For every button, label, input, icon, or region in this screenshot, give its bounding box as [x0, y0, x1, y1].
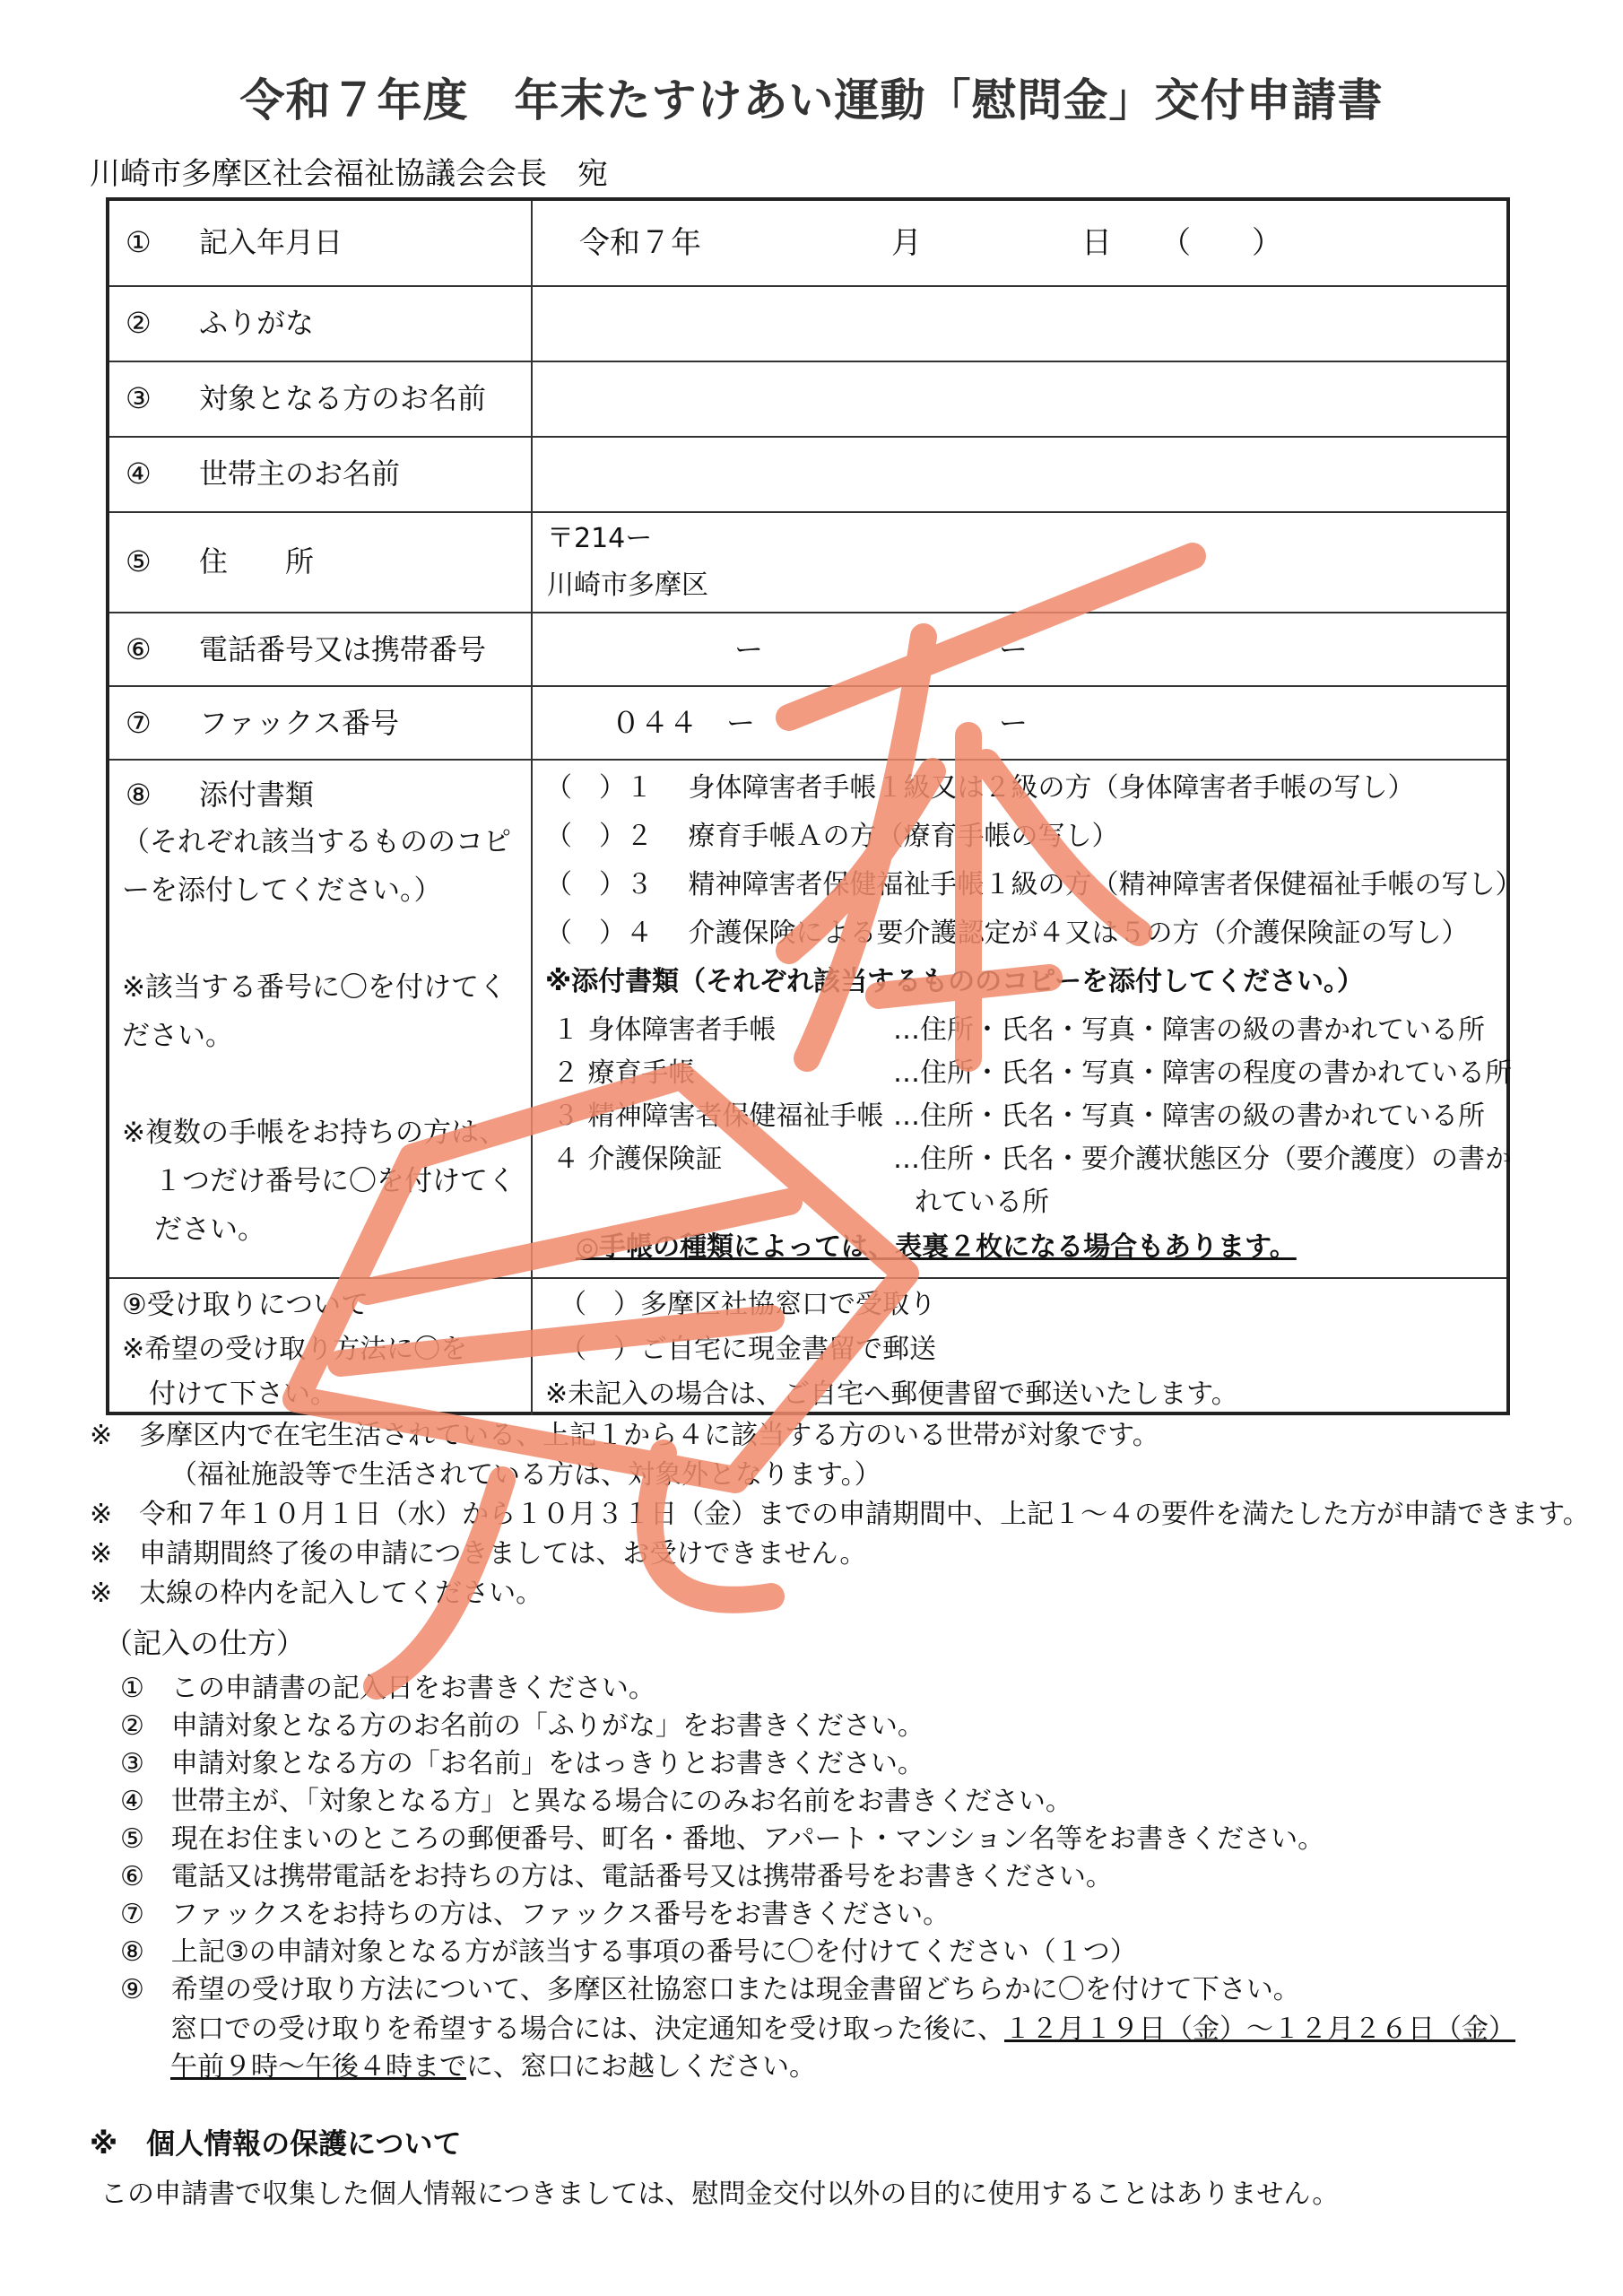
two-sided-notice: ◎手帳の種類によっては、表裏２枚になる場合もあります。 [576, 1231, 1297, 1263]
row-address-label-cell [109, 513, 533, 612]
phone-input-cell[interactable] [533, 613, 1506, 685]
howto-item: ④ 世帯主が、「対象となる方」と異なる場合にのみお名前をお書きください。 [120, 1786, 1072, 1817]
howto-item: ① この申請書の記入日をお書きください。 [120, 1673, 655, 1704]
row-phone [109, 613, 1506, 687]
receipt-option-mail[interactable]: （ ）ご自宅に現金書留で郵送 [560, 1334, 936, 1365]
fax-dash-2: ー [999, 706, 1028, 740]
circle-number-note-1: ※該当する番号に〇を付けてく [122, 971, 507, 1004]
era-year: 令和７年 [579, 225, 701, 261]
page-title: 令和７年度 年末たすけあい運動「慰問金」交付申請書 [239, 74, 1384, 126]
row-furigana [109, 287, 1506, 362]
row-number: ③ [126, 381, 152, 415]
row-date-label-cell [109, 201, 533, 285]
howto-item: ⑦ ファックスをお持ちの方は、ファックス番号をお書きください。 [120, 1899, 950, 1930]
doc-desc-3: …住所・氏名・写真・障害の級の書かれている所 [893, 1100, 1485, 1132]
privacy-heading: ※ 個人情報の保護について [90, 2126, 462, 2161]
row-label: 添付書類 [199, 778, 315, 812]
row-number: ① [126, 225, 152, 259]
postal-prefix: 〒214ー [547, 523, 653, 554]
howto-item: ③ 申請対象となる方の「お名前」をはっきりとお書きください。 [120, 1748, 924, 1779]
row-householder-label-cell [109, 438, 533, 511]
note-line: ※ 申請期間終了後の申請につきましては、お受けできません。 [90, 1538, 867, 1570]
doc-desc-4-continued: れている所 [915, 1187, 1049, 1218]
row-label: 対象となる方のお名前 [199, 381, 487, 415]
circle-number-note-2: ださい。 [122, 1020, 233, 1052]
row-date [109, 201, 1506, 287]
row-label: 記入年月日 [199, 225, 343, 259]
attachment-option-2[interactable]: （ ）２ 療育手帳Ａの方（療育手帳の写し） [545, 821, 1119, 852]
row-receipt-method [109, 1279, 1506, 1415]
counter-window-hours-text: に、窓口にお越しください。 [466, 2051, 816, 2083]
counter-window-hours [170, 2051, 816, 2083]
row-attachments-label-cell [109, 761, 533, 1277]
multiple-books-note-3: ださい。 [154, 1213, 265, 1246]
phone-dash-2: ー [999, 632, 1028, 666]
row-address [109, 513, 1506, 613]
row-label: 世帯主のお名前 [199, 457, 401, 491]
target-name-input-cell[interactable] [533, 362, 1506, 436]
row-target-name-label-cell [109, 362, 533, 436]
attachments-instruction-2: ーを添付してください。） [122, 874, 442, 907]
address-input-cell[interactable] [533, 513, 1506, 612]
counter-window-note-text: 窓口での受け取りを希望する場合には、決定通知を受け取った後に、 [170, 2013, 1004, 2045]
date-input-cell[interactable] [533, 201, 1506, 285]
row-number: ⑥ [126, 632, 152, 666]
row-householder-name [109, 438, 1506, 513]
row-number: ⑤ [126, 544, 152, 578]
attachments-options-cell [533, 761, 1523, 1277]
counter-window-note [170, 2013, 1515, 2045]
howto-item: ⑨ 希望の受け取り方法について、多摩区社協窓口または現金書留どちらかに〇を付けて下さい。 [120, 1974, 1300, 2005]
receipt-instruction-1: ※希望の受け取り方法に〇を [122, 1334, 468, 1365]
row-label: 電話番号又は携帯番号 [199, 632, 487, 666]
howto-item: ⑤ 現在お住まいのところの郵便番号、町名・番地、アパート・マンション名等をお書きください。 [120, 1823, 1325, 1855]
doc-desc-1: …住所・氏名・写真・障害の級の書かれている所 [893, 1014, 1485, 1046]
doc-desc-2: …住所・氏名・写真・障害の程度の書かれている所 [893, 1057, 1512, 1089]
row-attachments [109, 761, 1523, 1279]
addressee: 川崎市多摩区社会福祉協議会会長 宛 [90, 156, 608, 192]
note-line: （福祉施設等で生活されている方は、対象外となります。） [170, 1459, 881, 1491]
attachments-instruction-1: （それぞれ該当するもののコピ [122, 826, 511, 858]
privacy-text: この申請書で収集した個人情報につきましては、慰問金交付以外の目的に使用することはありません。 [100, 2179, 1340, 2210]
row-receipt-label-cell [109, 1279, 533, 1415]
row-target-name [109, 362, 1506, 438]
row-label: ふりがな [199, 306, 315, 340]
month-label: 月 [891, 225, 922, 261]
row-number: ⑧ [126, 778, 152, 812]
multiple-books-note-1: ※複数の手帳をお持ちの方は、 [122, 1117, 507, 1149]
fax-input-cell[interactable] [533, 687, 1506, 759]
doc-name-3: ３ 精神障害者保健福祉手帳 [552, 1100, 884, 1132]
receipt-option-counter[interactable]: （ ）多摩区社協窓口で受取り [560, 1289, 936, 1320]
application-form-table [106, 197, 1523, 1415]
day-label: 日 [1081, 225, 1112, 261]
multiple-books-note-2: １つだけ番号に〇を付けてく [154, 1165, 516, 1197]
row-furigana-label-cell [109, 287, 533, 361]
attachment-option-1[interactable]: （ ）１ 身体障害者手帳１級又は２級の方（身体障害者手帳の写し） [545, 772, 1415, 804]
howto-item: ⑥ 電話又は携帯電話をお持ちの方は、電話番号又は携帯番号をお書きください。 [120, 1861, 1113, 1892]
weekday-paren: （ ） [1160, 225, 1282, 261]
attachment-option-3[interactable]: （ ）３ 精神障害者保健福祉手帳１級の方（精神障害者保健福祉手帳の写し） [545, 869, 1523, 900]
howto-item: ⑧ 上記③の申請対象となる方が該当する事項の番号に〇を付けてください（１つ） [120, 1936, 1137, 1968]
doc-name-1: １ 身体障害者手帳 [552, 1014, 777, 1046]
how-to-fill-heading: （記入の仕方） [104, 1626, 306, 1660]
phone-dash-1: ー [734, 632, 764, 666]
doc-name-2: ２ 療育手帳 [552, 1057, 696, 1089]
receipt-period-hours: 午前９時～午後４時まで [170, 2051, 466, 2083]
note-line: ※ 令和７年１０月１日（水）から１０月３１日（金）までの申請期間中、上記１～４の要件を満たした方が申請できます。 [90, 1499, 1590, 1530]
doc-name-4: ４ 介護保険証 [552, 1144, 723, 1175]
furigana-input-cell[interactable] [533, 287, 1506, 361]
note-line: ※ 多摩区内で在宅生活されている、上記１から４に該当する方のいる世帯が対象です。 [90, 1420, 1159, 1451]
fax-area-code: ０４４ ー [612, 706, 756, 740]
row-label: ファックス番号 [199, 706, 400, 740]
row-number: ② [126, 306, 152, 340]
row-label: ⑨受け取りについて [122, 1289, 369, 1321]
doc-desc-4: …住所・氏名・要介護状態区分（要介護度）の書か [893, 1144, 1512, 1175]
howto-item: ② 申請対象となる方のお名前の「ふりがな」をお書きください。 [120, 1710, 924, 1742]
householder-name-input-cell[interactable] [533, 438, 1506, 511]
city-prefix: 川崎市多摩区 [547, 570, 708, 601]
row-number: ⑦ [126, 706, 152, 740]
receipt-default-note: ※未記入の場合は、ご自宅へ郵便書留で郵送いたします。 [545, 1378, 1238, 1410]
row-fax [109, 687, 1506, 761]
receipt-options-cell [533, 1279, 1506, 1415]
attachment-docs-heading: ※添付書類（それぞれ該当するもののコピーを添付してください。） [545, 966, 1364, 997]
receipt-period-dates: １２月１９日（金）～１２月２６日（金） [1004, 2013, 1515, 2045]
row-fax-label-cell [109, 687, 533, 759]
row-phone-label-cell [109, 613, 533, 685]
receipt-instruction-2: 付けて下さい。 [149, 1378, 337, 1410]
row-number: ④ [126, 457, 152, 491]
note-line: ※ 太線の枠内を記入してください。 [90, 1578, 543, 1609]
attachment-option-4[interactable]: （ ）４ 介護保険による要介護認定が４又は５の方（介護保険証の写し） [545, 918, 1469, 949]
row-label: 住 所 [199, 544, 315, 578]
